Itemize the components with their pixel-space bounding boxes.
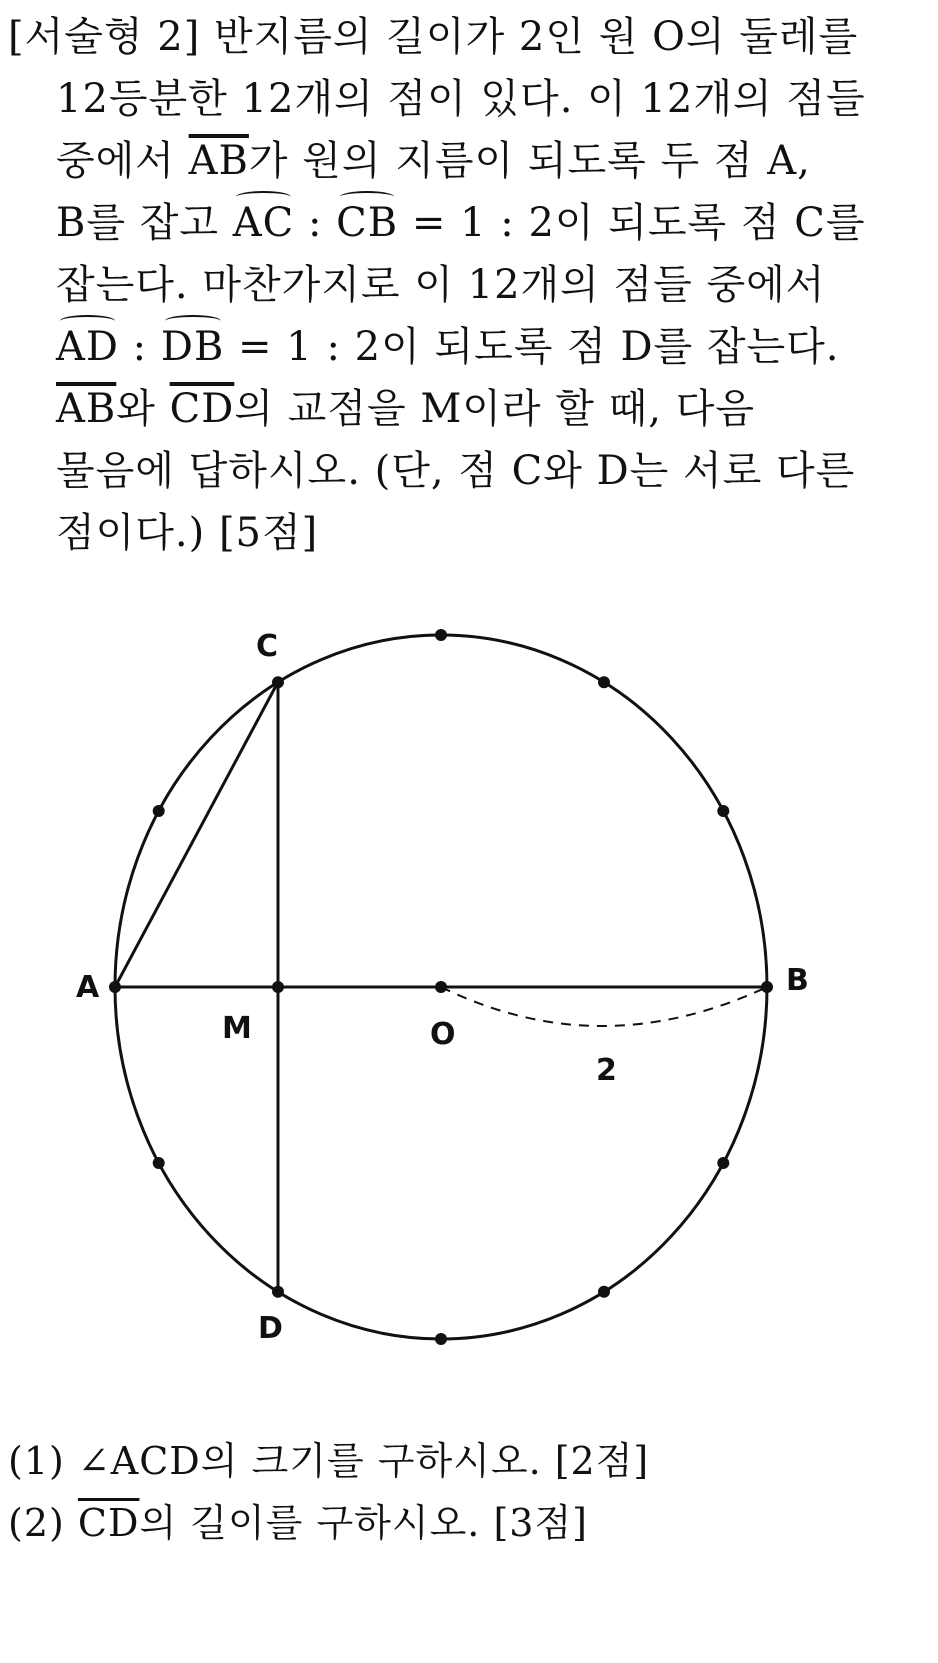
circle-point xyxy=(153,1157,165,1169)
segment-cd: $\overline{CD}$ xyxy=(169,386,235,432)
circle-point xyxy=(598,1286,610,1298)
point-o xyxy=(435,981,447,993)
segment-ab: $\overline{AB}$ xyxy=(56,386,117,432)
label-b: B xyxy=(786,963,809,998)
circle-point xyxy=(272,676,284,688)
segment-ab: $\overline{AB}$ xyxy=(188,138,249,184)
problem-line-6 xyxy=(8,316,928,378)
segment-cd: $\overline{CD}$ xyxy=(77,1501,140,1545)
question-1-number: (1) xyxy=(8,1439,65,1483)
problem-line-3-pre: 중에서 xyxy=(56,138,189,184)
problem-line-3-post: 가 원의 지름이 되도록 두 점 A, xyxy=(248,138,811,184)
ratio-colon: : xyxy=(118,324,161,370)
problem-line-5: 잡는다. 마찬가지로 이 12개의 점들 중에서 xyxy=(56,262,826,308)
arc-db: DB xyxy=(161,316,224,378)
ratio-colon: : xyxy=(294,200,337,246)
radius-dashed-arc xyxy=(441,987,767,1026)
problem-line-4-pre: B를 잡고 xyxy=(56,200,233,246)
label-c: C xyxy=(256,629,279,664)
circle-point xyxy=(717,1157,729,1169)
problem-text xyxy=(8,6,928,564)
circle-point xyxy=(153,805,165,817)
circle-point xyxy=(109,981,121,993)
label-a: A xyxy=(76,970,100,1005)
question-1-text: ∠ACD의 크기를 구하시오. [2점] xyxy=(77,1439,650,1483)
circle-point xyxy=(761,981,773,993)
problem-line-4 xyxy=(8,192,928,254)
problem-line-8: 물음에 답하시오. (단, 점 C와 D는 서로 다른 xyxy=(56,448,856,494)
label-radius: 2 xyxy=(596,1053,617,1088)
question-2-number: (2) xyxy=(8,1501,65,1545)
circle-point xyxy=(717,805,729,817)
problem-line-6-post: = 1 : 2이 되도록 점 D를 잡는다. xyxy=(224,324,840,370)
circle-figure xyxy=(0,620,938,1420)
arc-ad: AD xyxy=(56,316,119,378)
problem-line-9: 점이다.) [5점] xyxy=(56,510,319,556)
circle-point xyxy=(435,629,447,641)
question-2 xyxy=(8,1492,928,1554)
circle-point xyxy=(435,1333,447,1345)
questions xyxy=(8,1430,928,1554)
problem-line-7-mid: 와 xyxy=(116,386,170,432)
problem-line-2: 12등분한 12개의 점이 있다. 이 12개의 점들 xyxy=(56,76,866,122)
arc-cb: CB xyxy=(336,192,398,254)
problem-line-7-post: 의 교점을 M이라 할 때, 다음 xyxy=(234,386,755,432)
arc-ac: AC xyxy=(233,192,295,254)
problem-line-4-post: = 1 : 2이 되도록 점 C를 xyxy=(398,200,866,246)
question-1 xyxy=(8,1430,928,1492)
point-m xyxy=(272,981,284,993)
chord-ac xyxy=(115,682,278,987)
label-o: O xyxy=(430,1017,456,1052)
label-d: D xyxy=(258,1311,283,1346)
label-m: M xyxy=(222,1011,252,1046)
circle-point xyxy=(598,676,610,688)
problem-line-7 xyxy=(8,378,928,440)
question-2-text: 의 길이를 구하시오. [3점] xyxy=(139,1501,588,1545)
problem-line-3 xyxy=(8,130,928,192)
circle-point xyxy=(272,1286,284,1298)
problem-line-1: [서술형 2] 반지름의 길이가 2인 원 O의 둘레를 xyxy=(8,14,859,60)
